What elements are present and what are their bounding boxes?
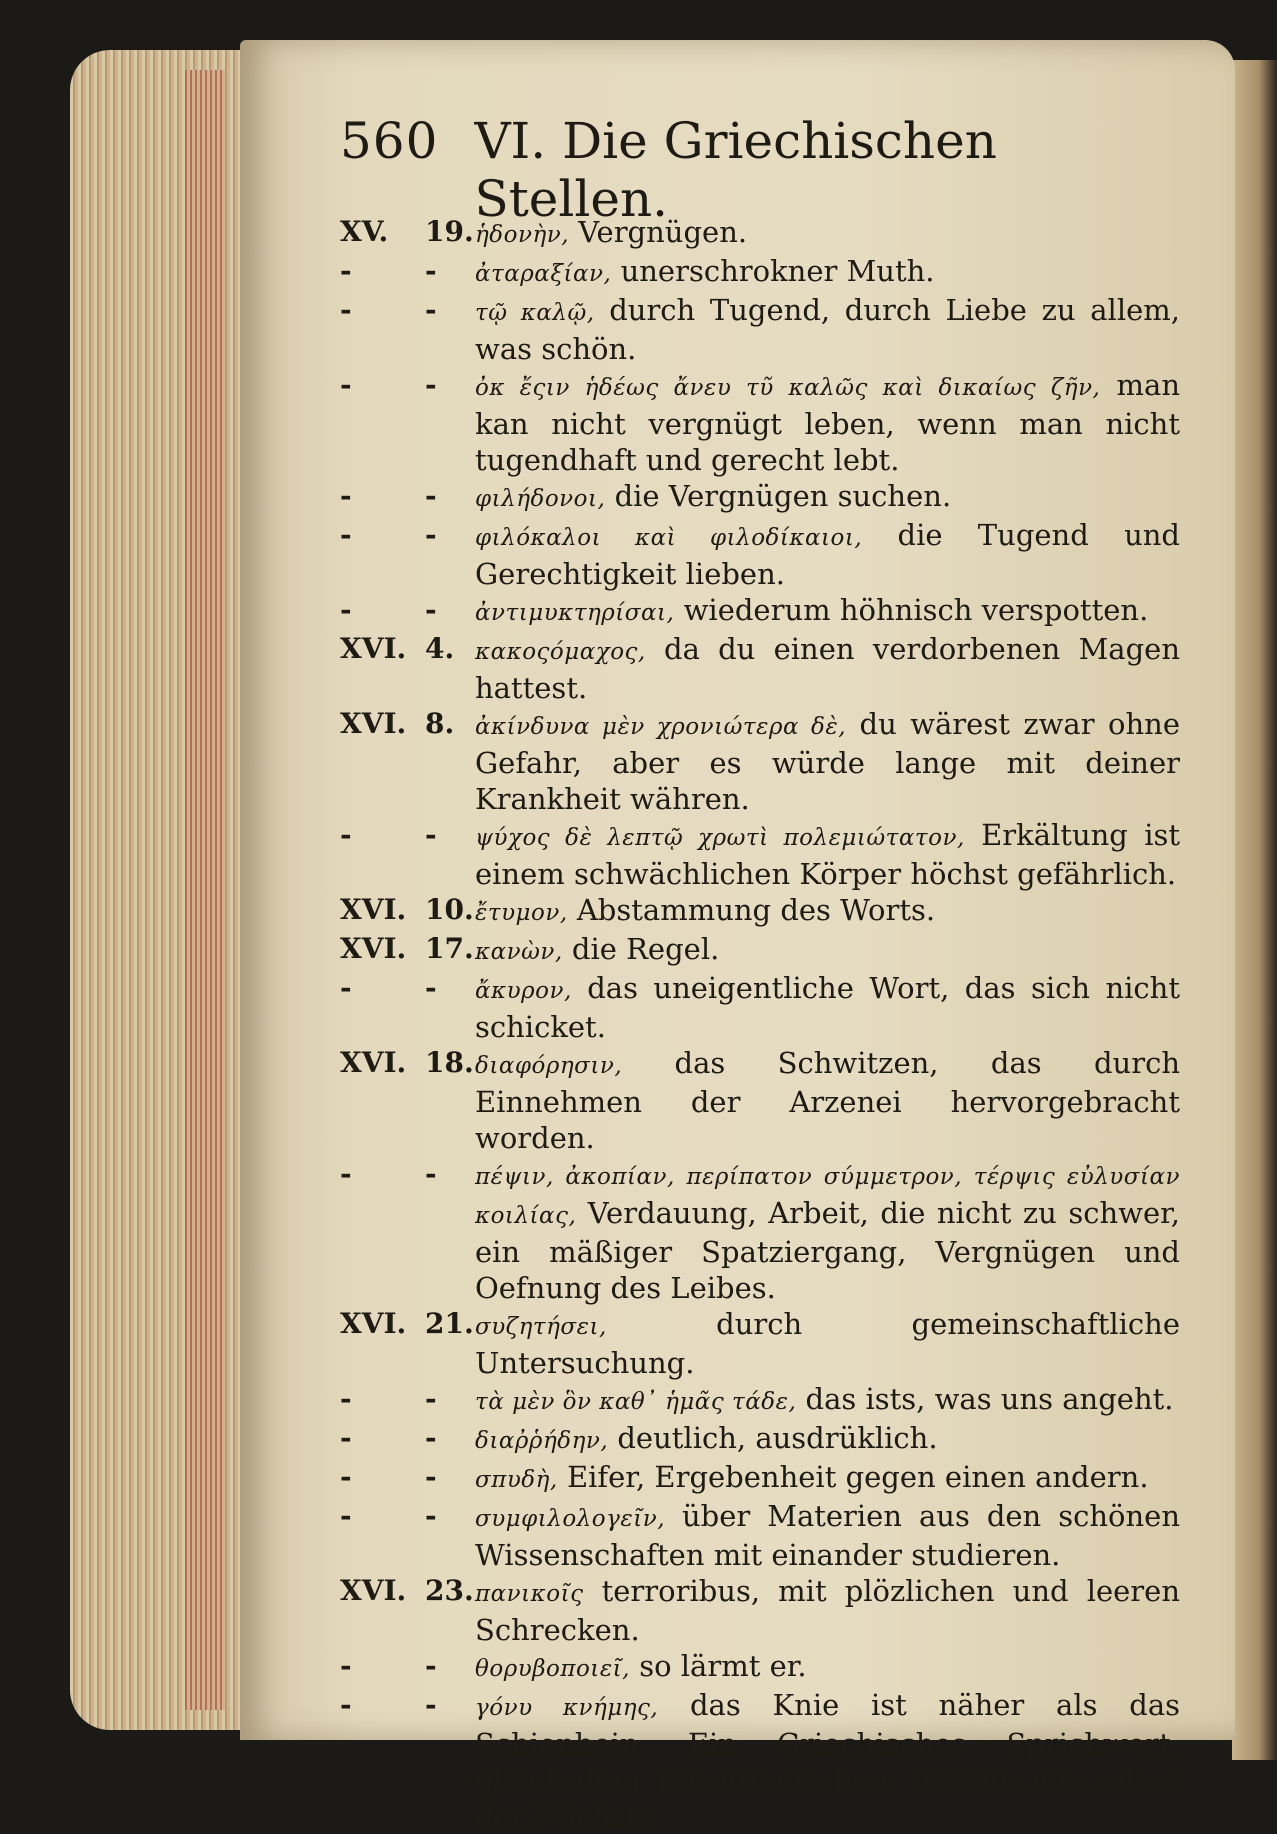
entry-row xyxy=(340,1045,1180,1156)
entry-body xyxy=(475,214,1180,253)
entry-reference xyxy=(340,817,475,853)
entry-greek: τὰ μὲν ὃν καθ᾽ ἡμᾶς τάδε, xyxy=(475,1389,797,1415)
entry-row xyxy=(340,1573,1180,1648)
entry-chapter: XVI. xyxy=(340,632,407,665)
entry-verse: - xyxy=(425,1382,437,1415)
entry-reference xyxy=(340,1420,475,1456)
entry-verse: - xyxy=(425,1421,437,1454)
entry-chapter: - xyxy=(340,818,352,851)
entry-greek: πέψιν, ἀκοπίαν, περίπατον σύμμετρον, τέρψις εὐλυσίαν κοιλίας, xyxy=(475,1164,1180,1229)
page-title: VI. Die Griechischen Stellen. xyxy=(474,112,997,228)
running-head xyxy=(340,112,1190,228)
entry-body xyxy=(475,631,1180,706)
entry-body xyxy=(475,1573,1180,1648)
entry-body xyxy=(475,517,1180,592)
entry-gloss: Vergnügen. xyxy=(578,215,748,249)
entry-chapter: - xyxy=(340,593,352,626)
entry-chapter: XVI. xyxy=(340,1307,407,1340)
entry-verse: - xyxy=(425,1688,437,1721)
entry-gloss: durch Tugend, durch Liebe zu allem, was schön. xyxy=(475,293,1180,366)
entry-gloss: das ists, was uns angeht. xyxy=(805,1382,1174,1416)
entry-row xyxy=(340,253,1180,292)
entry-chapter: XVI. xyxy=(340,893,407,926)
entry-gloss: durch gemeinschaftliche Untersuchung. xyxy=(475,1307,1180,1380)
entry-reference xyxy=(340,517,475,553)
entry-greek: ἀταραξίαν, xyxy=(475,261,612,287)
entry-greek: ἔτυμον, xyxy=(475,900,568,926)
entry-gloss: die Vergnügen suchen. xyxy=(614,479,952,513)
entry-chapter: - xyxy=(340,368,352,401)
entry-body xyxy=(475,1045,1180,1156)
entry-gloss: wiederum höhnisch verspotten. xyxy=(683,593,1149,627)
entry-row xyxy=(340,292,1180,367)
entry-greek: συμφιλολογεῖν, xyxy=(475,1506,666,1532)
entry-verse: - xyxy=(425,293,437,326)
entry-verse: 4. xyxy=(425,632,455,665)
entry-gloss: die Tugend und Gerechtigkeit lieben. xyxy=(475,518,1180,591)
entry-chapter: - xyxy=(340,1649,352,1682)
entry-body xyxy=(475,1420,1180,1459)
entry-verse: - xyxy=(425,518,437,551)
entry-verse: - xyxy=(425,368,437,401)
book-red-edge xyxy=(185,70,225,1710)
entry-list xyxy=(340,214,1180,1834)
entry-reference xyxy=(340,706,475,742)
entry-row xyxy=(340,892,1180,931)
entry-gloss: das Schwitzen, das durch Einnehmen der Arzenei hervorgebracht worden. xyxy=(475,1046,1181,1155)
entry-reference xyxy=(340,1648,475,1684)
entry-row xyxy=(340,1687,1180,1834)
entry-body xyxy=(475,253,1180,292)
entry-body xyxy=(475,1156,1180,1306)
entry-verse: 18. xyxy=(425,1046,474,1079)
entry-chapter: - xyxy=(340,479,352,512)
entry-greek: ὀκ ἔςιν ἡδέως ἄνευ τῦ καλῶς καὶ δικαίως ζῆν, xyxy=(475,375,1101,401)
entry-chapter: - xyxy=(340,293,352,326)
entry-greek: ἀκίνδυνα μὲν χρονιώτερα δὲ, xyxy=(475,714,847,740)
entry-verse: 23. xyxy=(425,1574,474,1607)
entry-reference xyxy=(340,631,475,667)
entry-reference xyxy=(340,292,475,328)
entry-row xyxy=(340,592,1180,631)
entry-greek: διαῤῥήδην, xyxy=(475,1428,609,1454)
entry-reference xyxy=(340,214,475,250)
entry-row xyxy=(340,931,1180,970)
entry-greek: φιλήδονοι, xyxy=(475,486,606,512)
entry-greek: συζητήσει, xyxy=(475,1314,607,1340)
entry-row xyxy=(340,367,1180,478)
entry-chapter: - xyxy=(340,1382,352,1415)
entry-reference xyxy=(340,970,475,1006)
entry-reference xyxy=(340,592,475,628)
entry-gloss: über Materien aus den schönen Wissenschaften mit einander studieren. xyxy=(475,1499,1180,1572)
entry-reference xyxy=(340,478,475,514)
entry-body xyxy=(475,931,1180,970)
entry-reference xyxy=(340,1045,475,1081)
entry-gloss: das Knie ist näher als das Schienbein. Ein Griechisches Sprichwort, gleich dem Terentianischen: Ich bin mir selbst der Nächste. xyxy=(475,1688,1180,1833)
entry-body xyxy=(475,1306,1180,1381)
entry-verse: 10. xyxy=(425,893,474,926)
entry-gloss: Eifer, Ergebenheit gegen einen andern. xyxy=(566,1460,1149,1494)
entry-body xyxy=(475,892,1180,931)
entry-row xyxy=(340,517,1180,592)
entry-gloss: deutlich, ausdrüklich. xyxy=(617,1421,938,1455)
entry-row xyxy=(340,1648,1180,1687)
entry-greek: σπυδὴ, xyxy=(475,1467,558,1493)
entry-row xyxy=(340,1381,1180,1420)
entry-chapter: - xyxy=(340,1460,352,1493)
entry-row xyxy=(340,1459,1180,1498)
entry-body xyxy=(475,970,1180,1045)
entry-gloss: Verdauung, Arbeit, die nicht zu schwer, ein mäßiger Spatziergang, Vergnügen und Oefnung des Leibes. xyxy=(475,1196,1180,1305)
entry-row xyxy=(340,970,1180,1045)
entry-reference xyxy=(340,1306,475,1342)
entry-verse: - xyxy=(425,1157,437,1190)
entry-greek: κανὼν, xyxy=(475,939,563,965)
entry-row xyxy=(340,706,1180,817)
entry-chapter: XV. xyxy=(340,215,389,248)
entry-chapter: - xyxy=(340,1499,352,1532)
entry-reference xyxy=(340,1573,475,1609)
entry-chapter: XVI. xyxy=(340,1574,407,1607)
entry-reference xyxy=(340,1687,475,1723)
entry-body xyxy=(475,478,1180,517)
entry-verse: 21. xyxy=(425,1307,474,1340)
entry-verse: - xyxy=(425,971,437,1004)
entry-gloss: du wärest zwar ohne Gefahr, aber es würde lange mit deiner Krankheit währen. xyxy=(475,707,1180,816)
entry-gloss: man kan nicht vergnügt leben, wenn man nicht tugendhaft und gerecht lebt. xyxy=(475,368,1180,477)
entry-reference xyxy=(340,1498,475,1534)
entry-row xyxy=(340,1498,1180,1573)
entry-greek: διαφόρησιν, xyxy=(475,1053,623,1079)
entry-reference xyxy=(340,1156,475,1192)
entry-reference xyxy=(340,1381,475,1417)
entry-verse: - xyxy=(425,593,437,626)
entry-gloss: unerschrokner Muth. xyxy=(620,254,935,288)
entry-body xyxy=(475,817,1180,892)
entry-greek: πανικοῖς xyxy=(475,1581,584,1607)
entry-chapter: - xyxy=(340,1688,352,1721)
entry-greek: ἡδονὴν, xyxy=(475,222,570,248)
entry-gloss: Abstammung des Worts. xyxy=(576,893,936,927)
entry-reference xyxy=(340,367,475,403)
entry-chapter: XVI. xyxy=(340,707,407,740)
entry-body xyxy=(475,367,1180,478)
entry-gloss: die Regel. xyxy=(571,932,720,966)
entry-gloss: das uneigentliche Wort, das sich nicht schicket. xyxy=(475,971,1181,1044)
entry-row xyxy=(340,1420,1180,1459)
entry-chapter: - xyxy=(340,254,352,287)
entry-greek: ἄκυρον, xyxy=(475,978,572,1004)
entry-row xyxy=(340,1306,1180,1381)
entry-greek: τῷ καλῷ, xyxy=(475,300,595,326)
entry-body xyxy=(475,292,1180,367)
entry-row xyxy=(340,214,1180,253)
entry-body xyxy=(475,592,1180,631)
entry-row xyxy=(340,478,1180,517)
entry-verse: - xyxy=(425,1460,437,1493)
page-number: 560 xyxy=(340,112,439,170)
entry-reference xyxy=(340,892,475,928)
entry-reference xyxy=(340,931,475,967)
entry-verse: 17. xyxy=(425,932,474,965)
entry-greek: ψύχος δὲ λεπτῷ χρωτὶ πολεμιώτατον, xyxy=(475,825,965,851)
entry-greek: γόνυ κνήμης, xyxy=(475,1695,659,1721)
entry-gloss: da du einen verdorbenen Magen hattest. xyxy=(475,632,1180,705)
entry-greek: κακοςόμαχος, xyxy=(475,639,646,665)
entry-chapter: - xyxy=(340,971,352,1004)
entry-body xyxy=(475,1648,1180,1687)
entry-gloss: Erkältung ist einem schwächlichen Körper höchst gefährlich. xyxy=(475,818,1181,891)
entry-reference xyxy=(340,253,475,289)
entry-verse: - xyxy=(425,1649,437,1682)
entry-greek: θορυβοποιεῖ, xyxy=(475,1656,630,1682)
entry-chapter: XVI. xyxy=(340,932,407,965)
entry-chapter: - xyxy=(340,1421,352,1454)
entry-row xyxy=(340,631,1180,706)
entry-row xyxy=(340,1156,1180,1306)
entry-greek: φιλόκαλοι καὶ φιλοδίκαιοι, xyxy=(475,525,863,551)
entry-body xyxy=(475,1459,1180,1498)
entry-verse: - xyxy=(425,818,437,851)
entry-verse: - xyxy=(425,479,437,512)
entry-verse: 8. xyxy=(425,707,455,740)
entry-verse: - xyxy=(425,1499,437,1532)
entry-verse: 19. xyxy=(425,215,474,248)
entry-gloss: so lärmt er. xyxy=(639,1649,807,1683)
entry-chapter: - xyxy=(340,1157,352,1190)
entry-body xyxy=(475,1498,1180,1573)
entry-chapter: - xyxy=(340,518,352,551)
facing-page-edge xyxy=(1232,60,1277,1760)
entry-chapter: XVI. xyxy=(340,1046,407,1079)
entry-gloss: terroribus, mit plözlichen und leeren Schrecken. xyxy=(475,1574,1181,1647)
entry-body xyxy=(475,706,1180,817)
entry-body xyxy=(475,1687,1180,1834)
entry-row xyxy=(340,817,1180,892)
entry-verse: - xyxy=(425,254,437,287)
entry-greek: ἀντιμυκτηρίσαι, xyxy=(475,600,675,626)
entry-body xyxy=(475,1381,1180,1420)
entry-reference xyxy=(340,1459,475,1495)
